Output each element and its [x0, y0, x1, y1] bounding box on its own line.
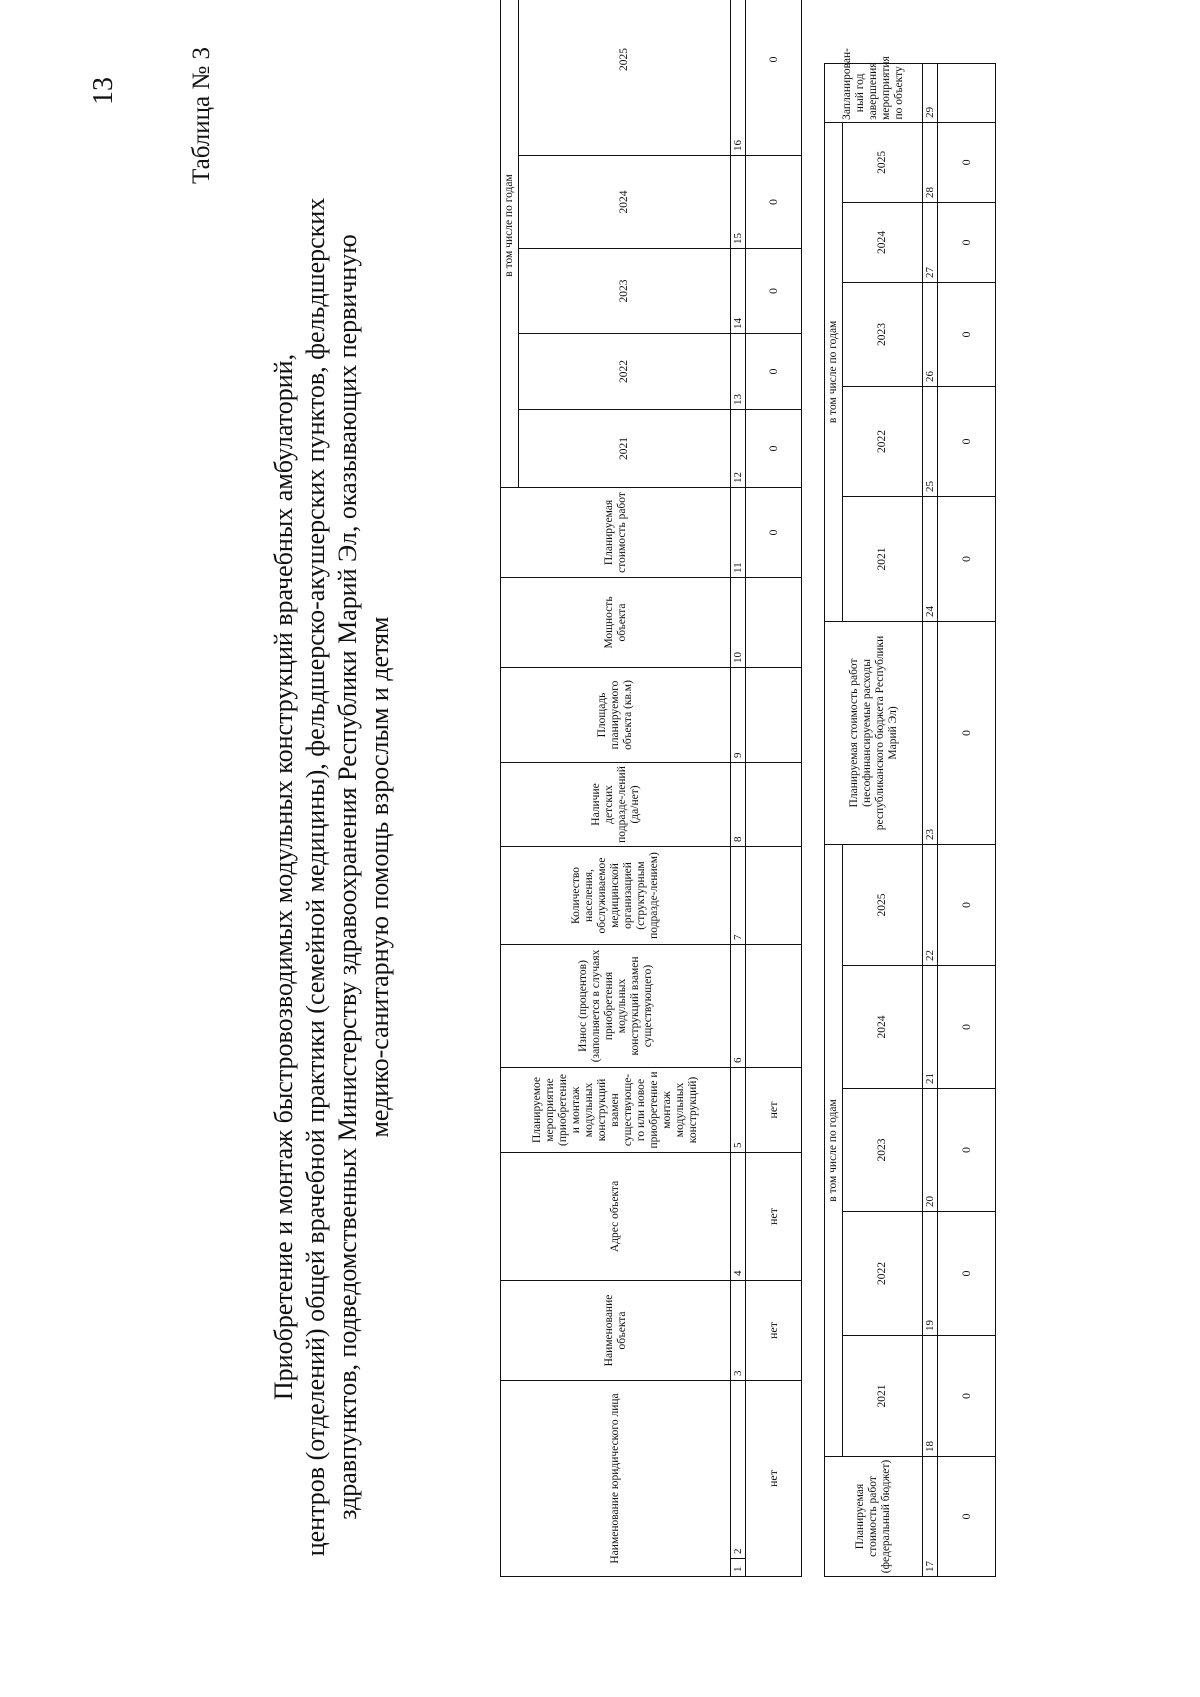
column-number: 18: [923, 1336, 938, 1457]
column-number: 4: [731, 1152, 746, 1280]
cell-population: [746, 846, 802, 944]
cell-year-2024: 0: [746, 155, 802, 248]
cell-planned-measure: нет: [746, 1067, 802, 1152]
header-year-2023: 2023: [843, 282, 923, 386]
header-planned-measure: Планируемое мероприятие (приобретение и монтаж модульных конструкций взамен существующе-го или новое приобретение и монтаж модульных конструкций): [501, 1067, 731, 1152]
header-year-2025: 2025: [519, 0, 731, 155]
column-number: 14: [731, 248, 746, 333]
header-year-2022: 2022: [843, 386, 923, 496]
cell-year-2025: 0: [746, 0, 802, 155]
header-year-2021: 2021: [843, 496, 923, 621]
header-year-2023: 2023: [519, 248, 731, 333]
cell-republic-cost: 0: [938, 621, 996, 844]
column-number: 10: [731, 577, 746, 667]
cell-capacity: [746, 577, 802, 667]
column-number: 22: [923, 844, 938, 965]
document-title: [268, 157, 396, 1597]
column-number: 16: [731, 0, 746, 155]
header-object-address: Адрес объекта: [501, 1152, 731, 1280]
cell-area: [746, 667, 802, 762]
column-number: 21: [923, 966, 938, 1089]
header-completion-year: Запланирован-ный год завершения мероприятия по объекту: [825, 63, 923, 122]
column-number: 19: [923, 1212, 938, 1336]
column-number: 9: [731, 667, 746, 762]
column-number: 1: [731, 1559, 746, 1577]
header-year-2022: 2022: [519, 333, 731, 409]
title-line: Приобретение и монтаж быстровозводимых модульных конструкций врачебных амбулаторий,: [269, 353, 298, 1401]
header-by-years: в том числе по годам: [825, 844, 843, 1456]
column-number: 24: [923, 496, 938, 621]
header-year-2025: 2025: [843, 844, 923, 965]
column-number: 20: [923, 1089, 938, 1212]
column-number: 2: [731, 1380, 746, 1558]
column-number: 26: [923, 282, 938, 386]
cell-year-2022: 0: [746, 333, 802, 409]
column-number: 17: [923, 1457, 938, 1577]
header-federal-cost: Планируемая стоимость работ (федеральный бюджет): [825, 1457, 923, 1577]
facilities-table: [500, 0, 802, 1577]
header-wear: Износ (процентов) (заполняется в случаях приобретения модульных конструкций взамен существующего): [501, 944, 731, 1067]
cell-completion-year: [938, 63, 996, 122]
header-year-2021: 2021: [843, 1336, 923, 1457]
table-label: Таблица № 3: [188, 47, 215, 185]
title-line: медико-санитарную помощь взрослым и детям: [365, 616, 394, 1138]
funding-table: [824, 47, 996, 1577]
header-legal-entity: Наименование юридического лица: [501, 1380, 731, 1576]
header-year-2023: 2023: [843, 1089, 923, 1212]
column-number: 6: [731, 944, 746, 1067]
column-number: 8: [731, 762, 746, 846]
cell-year-2023: 0: [746, 248, 802, 333]
cell-federal-2022: 0: [938, 1212, 996, 1336]
header-child-units: Наличие детских подразде-лений (да/нет): [501, 762, 731, 846]
header-republic-cost: Планируемая стоимость работ (несофинансируемые расходы республиканского бюджета Республики Марий Эл): [825, 621, 923, 844]
header-object-name: Наименование объекта: [501, 1280, 731, 1380]
header-year-2024: 2024: [843, 202, 923, 282]
cell-federal-2025: 0: [938, 844, 996, 965]
column-number: 15: [731, 155, 746, 248]
cell-object-name: нет: [746, 1280, 802, 1380]
cell-wear: [746, 944, 802, 1067]
header-year-2024: 2024: [519, 155, 731, 248]
header-year-2021: 2021: [519, 409, 731, 487]
header-population: Количество населения, обслуживаемое медицинской организацией (структурным подразде-лением): [501, 846, 731, 944]
header-year-2025: 2025: [843, 122, 923, 202]
cell-federal-2024: 0: [938, 966, 996, 1089]
cell-year-2021: 0: [746, 409, 802, 487]
title-line: центров (отделений) общей врачебной практики (семейной медицины), фельдшерско-акушерских пунктов, фельдшерских: [301, 197, 330, 1557]
cell-legal-entity: нет: [746, 1380, 802, 1576]
column-number: 12: [731, 409, 746, 487]
cell-republic-2025: 0: [938, 122, 996, 202]
header-area: Площадь планируемого объекта (кв.м): [501, 667, 731, 762]
cell-planned-cost: 0: [746, 487, 802, 577]
header-year-2024: 2024: [843, 966, 923, 1089]
cell-object-address: нет: [746, 1152, 802, 1280]
column-number: 27: [923, 202, 938, 282]
header-by-years: в том числе по годам: [501, 0, 519, 487]
cell-republic-2021: 0: [938, 496, 996, 621]
cell-federal-2021: 0: [938, 1336, 996, 1457]
column-number: 28: [923, 122, 938, 202]
header-planned-cost: Планируемая стоимость работ: [501, 487, 731, 577]
header-by-years: в том числе по годам: [825, 122, 843, 621]
column-number: 29: [923, 63, 938, 122]
cell-federal-cost: 0: [938, 1457, 996, 1577]
cell-republic-2022: 0: [938, 386, 996, 496]
title-line: здравпунктов, подведомственных Министерству здравоохранения Республики Марий Эл, оказывающих первичную: [333, 234, 362, 1520]
column-number: 13: [731, 333, 746, 409]
header-capacity: Мощность объекта: [501, 577, 731, 667]
column-number: 11: [731, 487, 746, 577]
header-year-2022: 2022: [843, 1212, 923, 1336]
cell-child-units: [746, 762, 802, 846]
column-number: 25: [923, 386, 938, 496]
cell-republic-2023: 0: [938, 282, 996, 386]
column-number: 5: [731, 1067, 746, 1152]
cell-federal-2023: 0: [938, 1089, 996, 1212]
column-number: 3: [731, 1280, 746, 1380]
column-number: 7: [731, 846, 746, 944]
page-number: 13: [88, 77, 119, 105]
column-number: 23: [923, 621, 938, 844]
cell-republic-2024: 0: [938, 202, 996, 282]
